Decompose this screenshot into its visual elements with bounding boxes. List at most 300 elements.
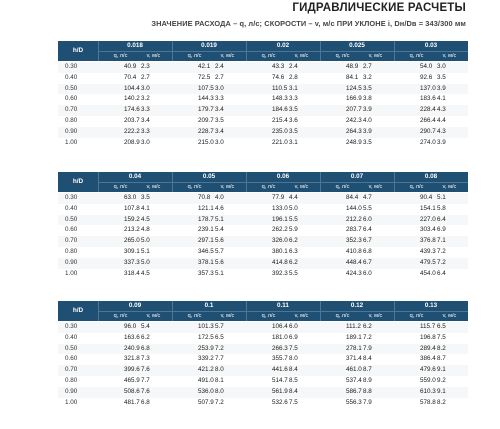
header-q-label: q, л/с [113,53,128,59]
velocity-v-cell: 5.6 [209,236,246,247]
table-header-3 [58,301,468,321]
velocity-v-cell: 7.9 [357,398,394,409]
header-q-label: q, л/с [335,313,350,319]
flow-q-cell: 221.0 [246,138,283,149]
velocity-v-cell: 8.9 [357,376,394,387]
row-hd-value: 0.50 [58,215,98,226]
velocity-v-cell: 7.1 [431,236,468,247]
velocity-v-cell: 4.3 [431,105,468,116]
flow-q-cell: 507.9 [172,398,209,409]
flow-q-cell: 326.0 [246,236,283,247]
flow-q-cell: 70.4 [98,73,135,84]
flow-q-cell: 318.4 [98,269,135,280]
velocity-v-cell: 2.7 [357,62,394,73]
velocity-v-cell: 3.0 [209,84,246,95]
velocity-v-cell: 3.4 [209,105,246,116]
velocity-v-cell: 5.5 [283,215,320,226]
flow-q-cell: 209.7 [172,116,209,127]
row-hd-value: 0.70 [58,105,98,116]
velocity-v-cell: 4.5 [135,215,172,226]
flow-q-cell: 92.6 [394,73,431,84]
flow-q-cell: 107.5 [172,84,209,95]
header-q-label: q, л/с [409,53,424,59]
flow-q-cell: 228.7 [172,127,209,138]
velocity-v-cell: 3.0 [209,138,246,149]
velocity-v-cell: 7.5 [431,333,468,344]
header-v-label: v, м/с [146,53,161,59]
velocity-v-cell: 7.2 [209,344,246,355]
row-hd-value: 0.50 [58,84,98,95]
velocity-v-cell: 5.5 [357,204,394,215]
flow-q-cell: 386.4 [394,354,431,365]
flow-q-cell: 439.3 [394,247,431,258]
velocity-v-cell: 7.2 [431,258,468,269]
velocity-v-cell: 4.5 [135,269,172,280]
flow-q-cell: 144.0 [320,204,357,215]
velocity-v-cell: 3.1 [283,138,320,149]
header-v-label: v, м/с [368,313,383,319]
velocity-v-cell: 9.1 [431,365,468,376]
row-hd-value: 0.50 [58,344,98,355]
velocity-v-cell: 6.0 [357,215,394,226]
table-row [58,225,468,236]
velocity-v-cell: 8.4 [283,387,320,398]
flow-q-cell: 297.1 [172,236,209,247]
velocity-v-cell: 4.0 [209,193,246,204]
velocity-v-cell: 3.5 [431,73,468,84]
flow-q-cell: 561.9 [246,387,283,398]
velocity-v-cell: 3.2 [357,73,394,84]
velocity-v-cell: 3.0 [135,138,172,149]
flow-q-cell: 240.9 [98,344,135,355]
velocity-v-cell: 7.2 [431,247,468,258]
velocity-v-cell: 6.4 [357,225,394,236]
table-row [58,105,468,116]
velocity-v-cell: 5.0 [135,236,172,247]
velocity-v-cell: 2.7 [209,73,246,84]
velocity-v-cell: 5.1 [135,247,172,258]
table-row [58,193,468,204]
velocity-v-cell: 8.7 [357,365,394,376]
velocity-v-cell: 8.0 [209,365,246,376]
velocity-v-cell: 8.4 [357,354,394,365]
velocity-v-cell: 3.5 [283,127,320,138]
header-q-label: q, л/с [261,53,276,59]
flow-q-cell: 207.7 [320,105,357,116]
velocity-v-cell: 6.2 [357,322,394,333]
velocity-v-cell: 5.0 [135,258,172,269]
flow-q-cell: 532.6 [246,398,283,409]
row-hd-value: 0.80 [58,376,98,387]
header-v-label: v, м/с [442,313,457,319]
velocity-v-cell: 5.1 [209,215,246,226]
flow-q-cell: 121.1 [172,204,209,215]
flow-q-cell: 107.8 [98,204,135,215]
header-slope-value: 0.02 [276,42,290,49]
flow-q-cell: 371.4 [320,354,357,365]
flow-q-cell: 421.2 [172,365,209,376]
flow-q-cell: 111.2 [320,322,357,333]
velocity-v-cell: 3.5 [283,105,320,116]
flow-q-cell: 154.1 [394,204,431,215]
table-row [58,247,468,258]
flow-q-cell: 253.9 [172,344,209,355]
table-row [58,236,468,247]
velocity-v-cell: 4.4 [283,193,320,204]
flow-q-cell: 289.4 [394,344,431,355]
velocity-v-cell: 2.8 [283,73,320,84]
velocity-v-cell: 6.7 [357,258,394,269]
data-table-2 [58,193,468,279]
velocity-v-cell: 3.6 [283,116,320,127]
row-hd-value: 1.00 [58,269,98,280]
table-row [58,398,468,409]
velocity-v-cell: 8.2 [431,344,468,355]
flow-q-cell: 215.4 [246,116,283,127]
velocity-v-cell: 3.9 [431,138,468,149]
velocity-v-cell: 8.2 [431,398,468,409]
velocity-v-cell: 3.5 [209,116,246,127]
velocity-v-cell: 3.1 [283,84,320,95]
table-row [58,138,468,149]
table-header-1 [58,41,468,61]
flow-q-cell: 392.3 [246,269,283,280]
flow-q-cell: 189.1 [320,333,357,344]
velocity-v-cell: 6.5 [431,322,468,333]
row-hd-value: 0.80 [58,116,98,127]
page-subtitle: ЗНАЧЕНИЕ РАСХОДА – q, л/с; СКОРОСТИ – v, м/с ПРИ УКЛОНЕ i, Dн/Dв = 343/300 мм [151,19,466,28]
velocity-v-cell: 3.9 [431,84,468,95]
velocity-v-cell: 5.8 [431,204,468,215]
row-hd-value: 0.70 [58,365,98,376]
header-q-label: q, л/с [335,53,350,59]
velocity-v-cell: 4.1 [135,204,172,215]
flow-q-cell: 228.4 [394,105,431,116]
flow-q-cell: 346.5 [172,247,209,258]
header-v-label: v, м/с [368,184,383,190]
row-hd-value: 0.90 [58,127,98,138]
flow-q-cell: 242.3 [320,116,357,127]
velocity-v-cell: 4.4 [431,116,468,127]
flow-q-cell: 148.3 [246,94,283,105]
flow-q-cell: 90.4 [394,193,431,204]
row-hd-value: 0.30 [58,62,98,73]
velocity-v-cell: 2.4 [209,62,246,73]
table-row [58,344,468,355]
velocity-v-cell: 6.0 [283,322,320,333]
velocity-v-cell: 3.0 [135,84,172,95]
velocity-v-cell: 2.7 [135,73,172,84]
velocity-v-cell: 8.1 [209,376,246,387]
flow-q-cell: 166.9 [320,94,357,105]
flow-q-cell: 96.0 [98,322,135,333]
header-hd-label: h/D [72,47,84,54]
flow-q-cell: 124.5 [320,84,357,95]
page-title: ГИДРАВЛИЧЕСКИЕ РАСЧЕТЫ [292,2,466,14]
flow-q-cell: 181.0 [246,333,283,344]
flow-q-cell: 454.0 [394,269,431,280]
table-row [58,322,468,333]
flow-q-cell: 239.1 [172,225,209,236]
flow-q-cell: 461.0 [320,365,357,376]
flow-q-cell: 179.7 [172,105,209,116]
velocity-v-cell: 6.2 [283,258,320,269]
flow-q-cell: 479.6 [394,365,431,376]
header-slope-value: 0.08 [424,173,438,180]
flow-q-cell: 54.0 [394,62,431,73]
flow-q-cell: 266.4 [394,116,431,127]
velocity-v-cell: 3.5 [357,138,394,149]
header-v-label: v, м/с [220,184,235,190]
row-hd-value: 0.30 [58,322,98,333]
flow-q-cell: 72.5 [172,73,209,84]
flow-q-cell: 196.8 [394,333,431,344]
table-row [58,354,468,365]
table-row [58,62,468,73]
flow-q-cell: 274.0 [394,138,431,149]
flow-q-cell: 40.9 [98,62,135,73]
velocity-v-cell: 6.4 [431,269,468,280]
flow-q-cell: 290.7 [394,127,431,138]
flow-q-cell: 355.7 [246,354,283,365]
data-table-3 [58,322,468,408]
header-hd-label: h/D [72,178,84,185]
header-slope-value: 0.019 [201,42,217,49]
velocity-v-cell: 6.4 [431,215,468,226]
row-hd-value: 0.40 [58,204,98,215]
header-q-label: q, л/с [113,184,128,190]
flow-q-cell: 266.3 [246,344,283,355]
table-row [58,73,468,84]
velocity-v-cell: 6.2 [135,333,172,344]
table-row [58,258,468,269]
flow-q-cell: 278.1 [320,344,357,355]
flow-q-cell: 74.6 [246,73,283,84]
velocity-v-cell: 7.7 [135,376,172,387]
header-slope-value: 0.13 [424,302,438,309]
flow-q-cell: 70.8 [172,193,209,204]
velocity-v-cell: 3.5 [135,193,172,204]
row-hd-value: 1.00 [58,398,98,409]
flow-q-cell: 491.0 [172,376,209,387]
velocity-v-cell: 7.2 [209,398,246,409]
velocity-v-cell: 8.5 [283,376,320,387]
flow-q-cell: 283.7 [320,225,357,236]
flow-q-cell: 339.2 [172,354,209,365]
flow-q-cell: 378.1 [172,258,209,269]
flow-q-cell: 309.1 [98,247,135,258]
velocity-v-cell: 6.9 [431,225,468,236]
velocity-v-cell: 2.4 [283,62,320,73]
row-hd-value: 0.40 [58,73,98,84]
table-header-2 [58,172,468,192]
flow-q-cell: 481.7 [98,398,135,409]
velocity-v-cell: 4.8 [135,225,172,236]
row-hd-value: 0.90 [58,258,98,269]
velocity-v-cell: 7.6 [135,387,172,398]
flow-q-cell: 110.5 [246,84,283,95]
row-hd-value: 0.60 [58,225,98,236]
header-v-label: v, м/с [220,313,235,319]
header-q-label: q, л/с [113,313,128,319]
velocity-v-cell: 5.7 [209,247,246,258]
row-hd-value: 0.80 [58,247,98,258]
row-hd-value: 0.70 [58,236,98,247]
flow-q-cell: 352.3 [320,236,357,247]
velocity-v-cell: 8.4 [283,365,320,376]
header-v-label: v, м/с [146,313,161,319]
table-row [58,215,468,226]
velocity-v-cell: 7.5 [283,398,320,409]
velocity-v-cell: 5.4 [135,322,172,333]
flow-q-cell: 144.3 [172,94,209,105]
table-row [58,333,468,344]
flow-q-cell: 208.9 [98,138,135,149]
velocity-v-cell: 3.2 [135,94,172,105]
flow-q-cell: 43.3 [246,62,283,73]
velocity-v-cell: 6.7 [357,236,394,247]
velocity-v-cell: 9.1 [431,387,468,398]
table-row [58,116,468,127]
header-slope-value: 0.12 [350,302,364,309]
flow-q-cell: 537.4 [320,376,357,387]
header-slope-value: 0.1 [204,302,214,309]
flow-q-cell: 115.7 [394,322,431,333]
header-hd-label: h/D [72,307,84,314]
flow-q-cell: 448.4 [320,258,357,269]
header-slope-value: 0.025 [349,42,365,49]
header-v-label: v, м/с [294,53,309,59]
flow-q-cell: 586.7 [320,387,357,398]
flow-q-cell: 479.5 [394,258,431,269]
flow-q-cell: 140.2 [98,94,135,105]
row-hd-value: 0.60 [58,94,98,105]
velocity-v-cell: 8.0 [283,354,320,365]
flow-q-cell: 203.7 [98,116,135,127]
velocity-v-cell: 4.7 [357,193,394,204]
flow-q-cell: 42.1 [172,62,209,73]
velocity-v-cell: 7.9 [357,344,394,355]
velocity-v-cell: 6.8 [357,247,394,258]
flow-q-cell: 235.0 [246,127,283,138]
flow-q-cell: 174.6 [98,105,135,116]
velocity-v-cell: 5.9 [283,225,320,236]
flow-q-cell: 380.1 [246,247,283,258]
velocity-v-cell: 7.2 [357,333,394,344]
velocity-v-cell: 3.3 [135,105,172,116]
table-row [58,84,468,95]
data-table-1 [58,62,468,148]
flow-q-cell: 106.4 [246,322,283,333]
velocity-v-cell: 8.8 [357,387,394,398]
flow-q-cell: 101.3 [172,322,209,333]
flow-q-cell: 578.8 [394,398,431,409]
velocity-v-cell: 8.0 [209,387,246,398]
velocity-v-cell: 7.7 [209,354,246,365]
header-q-label: q, л/с [409,184,424,190]
velocity-v-cell: 8.7 [431,354,468,365]
velocity-v-cell: 4.3 [431,127,468,138]
flow-q-cell: 424.3 [320,269,357,280]
row-hd-value: 1.00 [58,138,98,149]
header-v-label: v, м/с [294,313,309,319]
velocity-v-cell: 3.9 [357,105,394,116]
table-row [58,365,468,376]
velocity-v-cell: 9.2 [431,376,468,387]
flow-q-cell: 227.0 [394,215,431,226]
flow-q-cell: 215.0 [172,138,209,149]
flow-q-cell: 222.2 [98,127,135,138]
flow-q-cell: 172.5 [172,333,209,344]
flow-q-cell: 248.9 [320,138,357,149]
flow-q-cell: 84.1 [320,73,357,84]
velocity-v-cell: 5.6 [209,258,246,269]
flow-q-cell: 184.6 [246,105,283,116]
flow-q-cell: 163.6 [98,333,135,344]
header-v-label: v, м/с [220,53,235,59]
header-v-label: v, м/с [442,53,457,59]
flow-q-cell: 104.4 [98,84,135,95]
flow-q-cell: 196.1 [246,215,283,226]
velocity-v-cell: 6.0 [357,269,394,280]
velocity-v-cell: 6.9 [283,333,320,344]
velocity-v-cell: 3.4 [135,116,172,127]
velocity-v-cell: 3.8 [357,94,394,105]
flow-q-cell: 303.4 [394,225,431,236]
header-v-label: v, м/с [442,184,457,190]
header-q-label: q, л/с [187,184,202,190]
row-hd-value: 0.40 [58,333,98,344]
velocity-v-cell: 7.6 [135,365,172,376]
header-slope-value: 0.06 [276,173,290,180]
velocity-v-cell: 7.3 [135,354,172,365]
header-slope-value: 0.03 [424,42,438,49]
velocity-v-cell: 6.5 [209,333,246,344]
velocity-v-cell: 4.0 [357,116,394,127]
velocity-v-cell: 6.8 [135,344,172,355]
header-v-label: v, м/с [368,53,383,59]
header-slope-value: 0.05 [202,173,216,180]
header-q-label: q, л/с [261,184,276,190]
flow-q-cell: 183.6 [394,94,431,105]
row-hd-value: 0.30 [58,193,98,204]
flow-q-cell: 77.9 [246,193,283,204]
header-q-label: q, л/с [187,313,202,319]
velocity-v-cell: 7.5 [283,344,320,355]
table-row [58,387,468,398]
flow-q-cell: 159.2 [98,215,135,226]
velocity-v-cell: 5.7 [209,322,246,333]
flow-q-cell: 265.0 [98,236,135,247]
flow-q-cell: 357.3 [172,269,209,280]
flow-q-cell: 133.0 [246,204,283,215]
flow-q-cell: 84.4 [320,193,357,204]
velocity-v-cell: 5.1 [431,193,468,204]
flow-q-cell: 337.3 [98,258,135,269]
header-q-label: q, л/с [335,184,350,190]
velocity-v-cell: 3.9 [357,127,394,138]
velocity-v-cell: 2.3 [135,62,172,73]
row-hd-value: 0.90 [58,387,98,398]
flow-q-cell: 321.8 [98,354,135,365]
flow-q-cell: 465.9 [98,376,135,387]
flow-q-cell: 264.3 [320,127,357,138]
velocity-v-cell: 3.4 [209,127,246,138]
flow-q-cell: 178.7 [172,215,209,226]
flow-q-cell: 137.0 [394,84,431,95]
velocity-v-cell: 5.0 [283,204,320,215]
flow-q-cell: 559.0 [394,376,431,387]
